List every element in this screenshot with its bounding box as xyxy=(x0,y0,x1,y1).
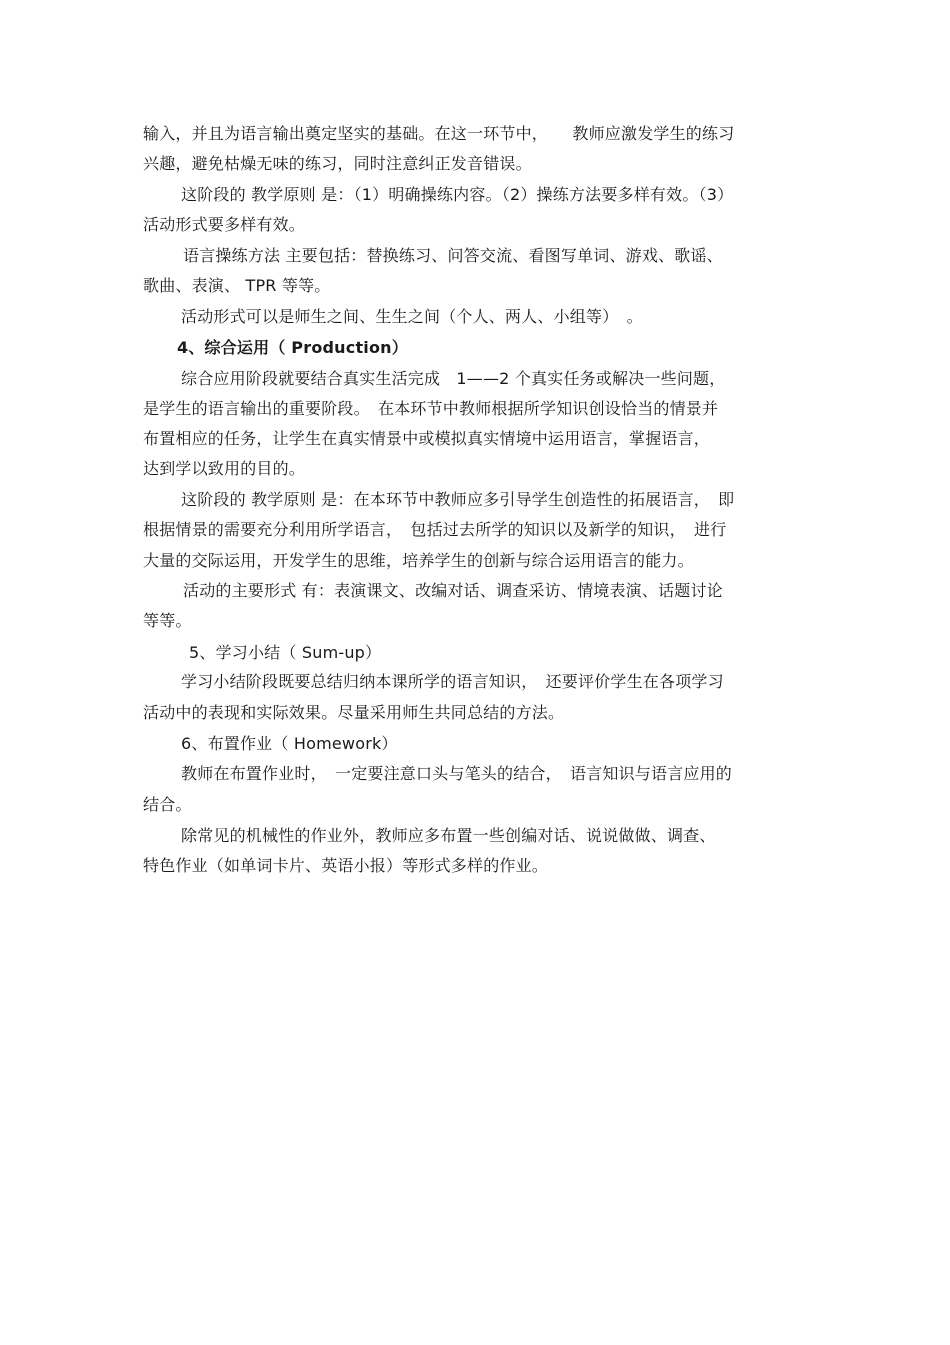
paragraph-line: 学习小结阶段既要总结归纳本课所学的语言知识， 还要评价学生在各项学习 xyxy=(181,672,724,691)
paragraph-line: 语言操练方法 主要包括：替换练习、问答交流、看图写单词、游戏、歌谣、 xyxy=(183,246,723,265)
section-heading-sum-up: 5、学习小结（ Sum-up） xyxy=(189,643,382,662)
paragraph-line: 特色作业（如单词卡片、英语小报）等形式多样的作业。 xyxy=(143,856,549,875)
paragraph-line: 教师在布置作业时， 一定要注意口头与笔头的结合， 语言知识与语言应用的 xyxy=(181,764,733,783)
paragraph-line: 歌曲、表演、 TPR 等等。 xyxy=(143,276,331,295)
paragraph-line: 综合应用阶段就要结合真实生活完成 1——2 个真实任务或解决一些问题， xyxy=(181,369,726,388)
paragraph-line: 是学生的语言输出的重要阶段。 在本环节中教师根据所学知识创设恰当的情景并 xyxy=(143,399,719,418)
paragraph-line: 大量的交际运用，开发学生的思维，培养学生的创新与综合运用语言的能力。 xyxy=(143,551,694,570)
paragraph-line: 根据情景的需要充分利用所学语言， 包括过去所学的知识以及新学的知识， 进行 xyxy=(143,520,727,539)
paragraph-line: 这阶段的 教学原则 是：（1）明确操练内容。（2）操练方法要多样有效。（3） xyxy=(181,185,734,204)
paragraph-line: 兴趣，避免枯燥无味的练习，同时注意纠正发音错误。 xyxy=(143,154,532,173)
paragraph-line: 等等。 xyxy=(143,611,192,630)
paragraph-line: 达到学以致用的目的。 xyxy=(143,459,306,478)
paragraph-line: 布置相应的任务，让学生在真实情景中或模拟真实情境中运用语言，掌握语言， xyxy=(143,429,711,448)
section-heading-homework: 6、布置作业（ Homework） xyxy=(181,734,398,753)
paragraph-line: 活动形式可以是师生之间、生生之间（个人、两人、小组等） 。 xyxy=(181,307,643,326)
paragraph-line: 活动的主要形式 有：表演课文、改编对话、调查采访、情境表演、话题讨论 xyxy=(183,581,723,600)
paragraph-line: 这阶段的 教学原则 是：在本环节中教师应多引导学生创造性的拓展语言， 即 xyxy=(181,490,735,509)
paragraph-line: 活动中的表现和实际效果。尽量采用师生共同总结的方法。 xyxy=(143,703,565,722)
paragraph-line: 活动形式要多样有效。 xyxy=(143,215,306,234)
paragraph-line: 输入，并且为语言输出奠定坚实的基础。在这一环节中， 教师应激发学生的练习 xyxy=(143,124,735,143)
section-heading-production: 4、综合运用（ Production） xyxy=(177,338,408,357)
paragraph-line: 结合。 xyxy=(143,795,192,814)
paragraph-line: 除常见的机械性的作业外，教师应多布置一些创编对话、说说做做、调查、 xyxy=(181,826,716,845)
